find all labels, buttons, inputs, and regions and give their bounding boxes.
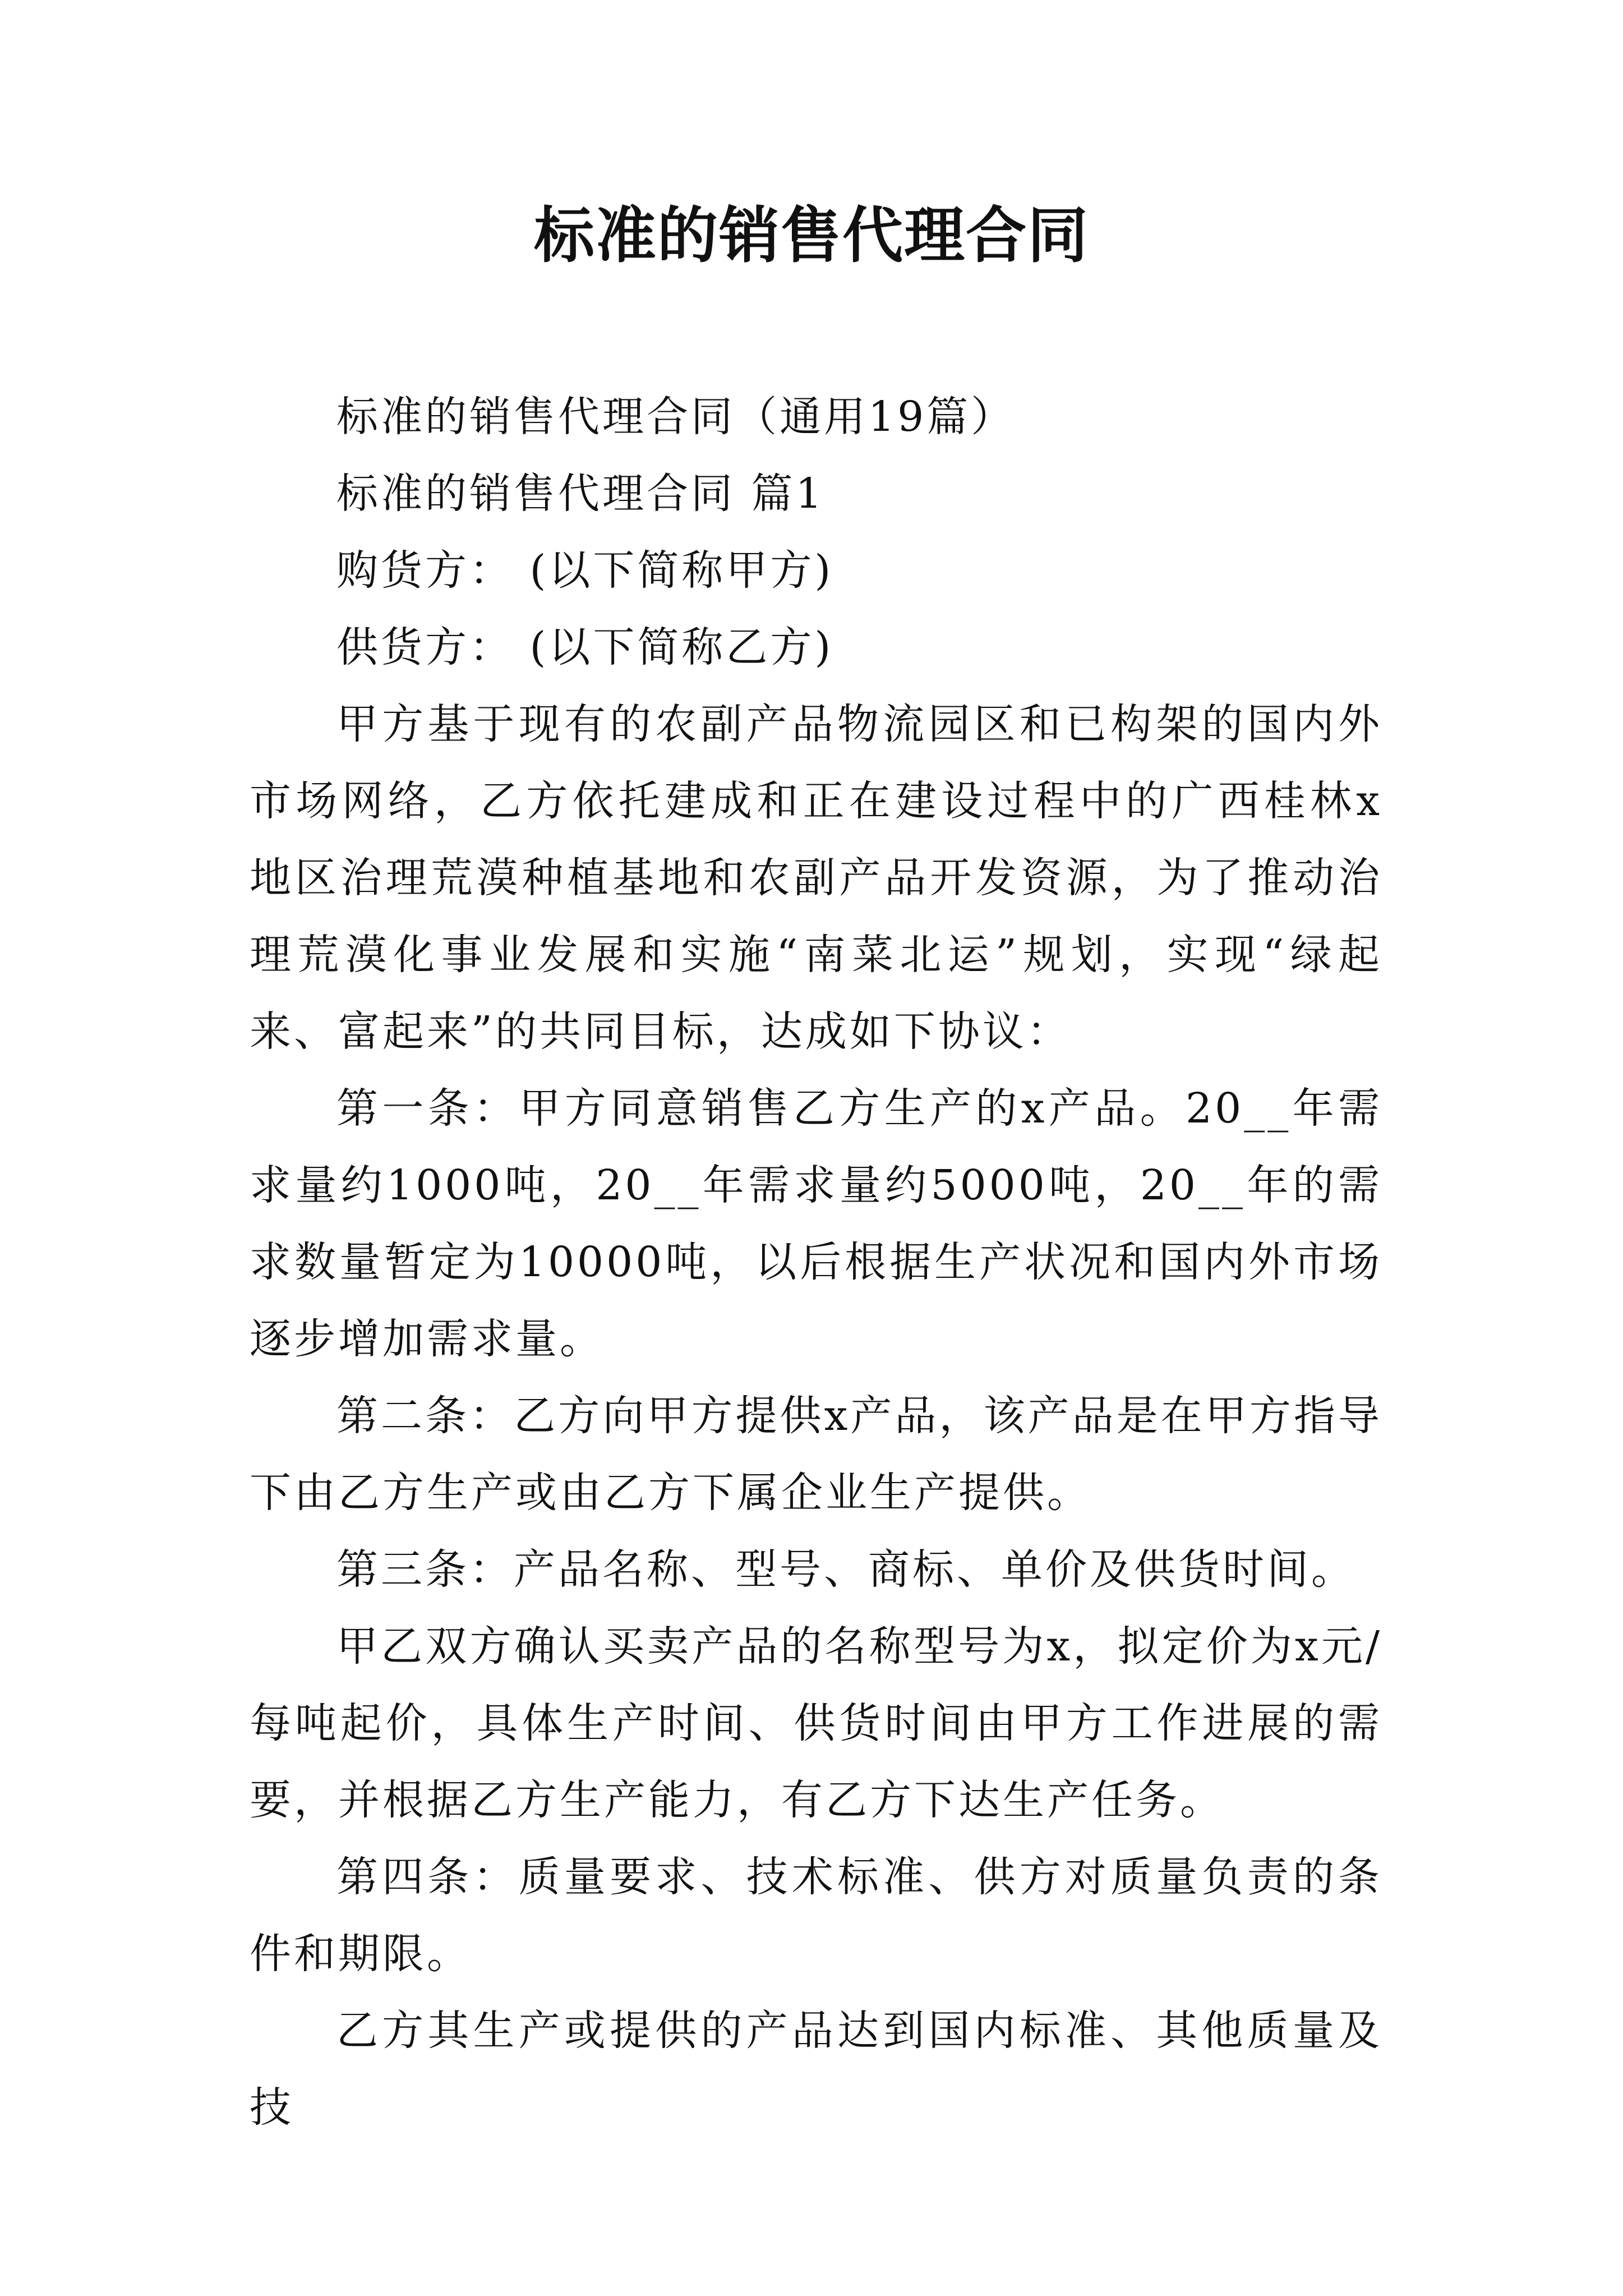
paragraph-preamble: 甲方基于现有的农副产品物流园区和已构架的国内外市场网络，乙方依托建成和正在建设过程中的广西桂林x地区治理荒漠种植基地和农副产品开发资源，为了推动治理荒漠化事业发展和实施“南菜北运”规划，实现“绿起来、富起来”的共同目标，达成如下协议： bbox=[250, 700, 1382, 1056]
paragraph-article-4: 第四条：质量要求、技术标准、供方对质量负责的条件和期限。 bbox=[250, 1853, 1382, 1978]
paragraph-article-3-detail: 甲乙双方确认买卖产品的名称型号为x，拟定价为x元/每吨起价，具体生产时间、供货时间由甲方工作进展的需要，并根据乙方生产能力，有乙方下达生产任务。 bbox=[250, 1622, 1382, 1824]
paragraph-section-heading: 标准的销售代理合同 篇1 bbox=[336, 470, 825, 518]
document-title: 标准的销售代理合同 bbox=[533, 200, 1089, 271]
paragraph-subtitle: 标准的销售代理合同（通用19篇） bbox=[336, 393, 1016, 441]
paragraph-article-2: 第二条：乙方向甲方提供x产品，该产品是在甲方指导下由乙方生产或由乙方下属企业生产提供。 bbox=[250, 1392, 1382, 1517]
paragraph-supplier: 供货方： (以下简称乙方) bbox=[336, 623, 834, 671]
document-body bbox=[250, 379, 1382, 2146]
paragraph-article-1: 第一条：甲方同意销售乙方生产的x产品。20__年需求量约1000吨，20__年需求量约5000吨，20__年的需求数量暂定为10000吨，以后根据生产状况和国内外市场逐步增加需求量。 bbox=[250, 1084, 1382, 1363]
paragraph-buyer: 购货方： (以下简称甲方) bbox=[336, 546, 834, 595]
paragraph-article-3: 第三条：产品名称、型号、商标、单价及供货时间。 bbox=[336, 1545, 1355, 1594]
paragraph-article-4-detail: 乙方其生产或提供的产品达到国内标准、其他质量及技 bbox=[250, 2007, 1382, 2132]
